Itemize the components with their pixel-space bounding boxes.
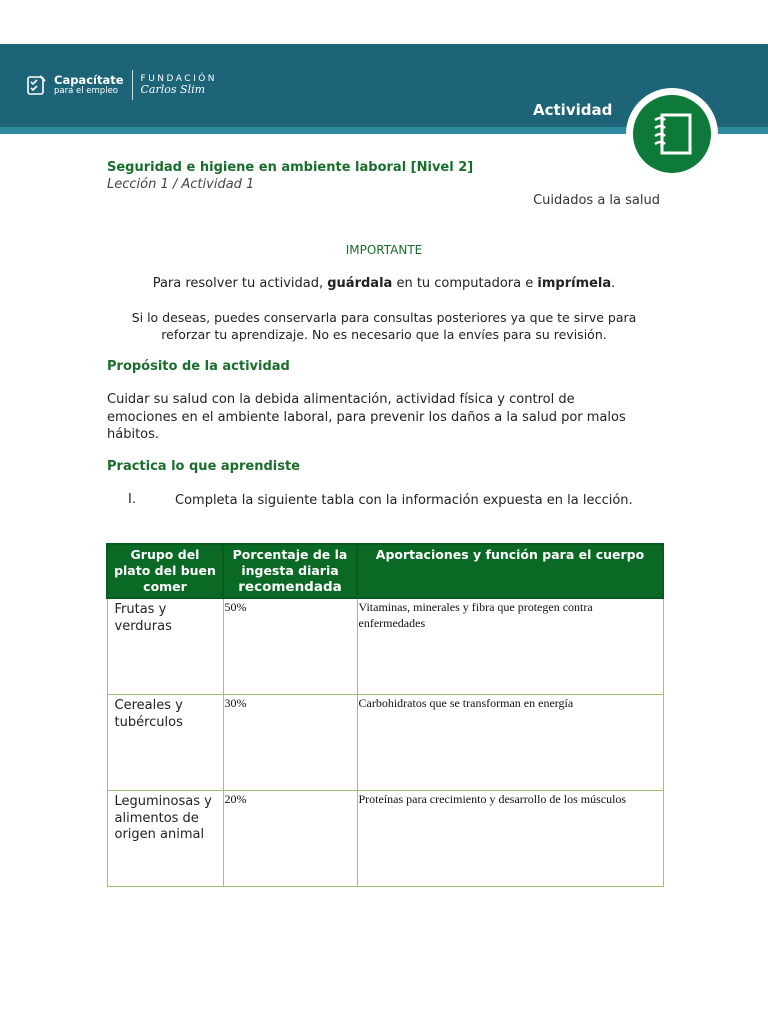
badge-circle (633, 95, 711, 173)
notice-text-mid: en tu computadora e (392, 276, 538, 291)
header-group: Grupo del plato del buen comer (107, 544, 223, 598)
topic-label: Cuidados a la salud (533, 193, 660, 208)
header-percent-line1: Porcentaje de la ingesta diaria (232, 547, 348, 578)
group-text: Cereales y tubérculos (114, 698, 183, 730)
function-text: Proteínas para crecimiento y desarrollo de los músculos (358, 792, 627, 806)
cell-function[interactable] (357, 791, 663, 887)
cell-percent[interactable] (223, 695, 357, 791)
cell-percent[interactable] (223, 598, 357, 695)
purpose-text: Cuidar su salud con la debida alimentación, actividad física y control de emociones en el ambiente laboral, para prevenir los daños a la salud por malos hábitos. (107, 392, 626, 442)
importante-heading: IMPORTANTE (345, 243, 423, 257)
group-text: Leguminosas y alimentos de origen animal (114, 794, 212, 842)
brand-sub: para el empleo (54, 86, 118, 96)
foundation-name: Carlos Slim (140, 83, 206, 96)
header-function: Aportaciones y función para el cuerpo (357, 544, 663, 598)
notebook-icon (633, 95, 711, 173)
percent-text: 50% (224, 600, 247, 614)
notice-text-end: . (611, 276, 616, 291)
course-title: Seguridad e higiene en ambiente laboral [Nivel 2] (107, 160, 474, 175)
practice-heading: Practica lo que aprendiste (107, 459, 301, 474)
header-percent (223, 544, 357, 598)
cell-percent[interactable] (223, 791, 357, 887)
food-group-table (106, 543, 664, 887)
brand-logo (26, 72, 217, 98)
percent-text: 20% (224, 792, 247, 806)
function-text: Vitaminas, minerales y fibra que protegen contra enfermedades (358, 600, 593, 630)
lesson-label: Lección 1 / Actividad 1 (107, 177, 255, 192)
group-text: Frutas y verduras (114, 602, 172, 634)
section-label: Actividad (533, 101, 613, 119)
logo-divider (132, 70, 133, 100)
purpose-heading: Propósito de la actividad (107, 359, 290, 374)
cell-group (107, 695, 223, 791)
cell-function[interactable] (357, 598, 663, 695)
table-row (107, 598, 663, 695)
notice-text-pre: Para resolver tu actividad, (152, 276, 328, 291)
header-percent-line2: recomendada (238, 579, 342, 595)
function-text: Carbohidratos que se transforman en energía (358, 696, 574, 710)
table-row (107, 791, 663, 887)
foundation-label: FUNDACIÓN (140, 74, 218, 84)
brand-text (54, 74, 124, 96)
cell-function[interactable] (357, 695, 663, 791)
cell-group (107, 791, 223, 887)
table-row (107, 695, 663, 791)
brand-name: Capacítate (54, 73, 124, 87)
conserve-notice: Si lo deseas, puedes conservarla para consultas posteriores ya que te sirve para reforzar tu aprendizaje. No es necesario que la envíes para su revisión. (131, 310, 637, 342)
foundation-text (141, 74, 218, 96)
checklist-icon (26, 74, 48, 96)
percent-text: 30% (224, 696, 247, 710)
instruction-text: Completa la siguiente tabla con la información expuesta en la lección. (175, 493, 633, 508)
notice-bold-save: guárdala (327, 276, 393, 291)
notice-bold-print: imprímela (537, 276, 612, 291)
instruction-number: I. (128, 492, 136, 507)
table-header-row (107, 544, 663, 598)
cell-group (107, 598, 223, 695)
save-print-notice (0, 276, 768, 291)
